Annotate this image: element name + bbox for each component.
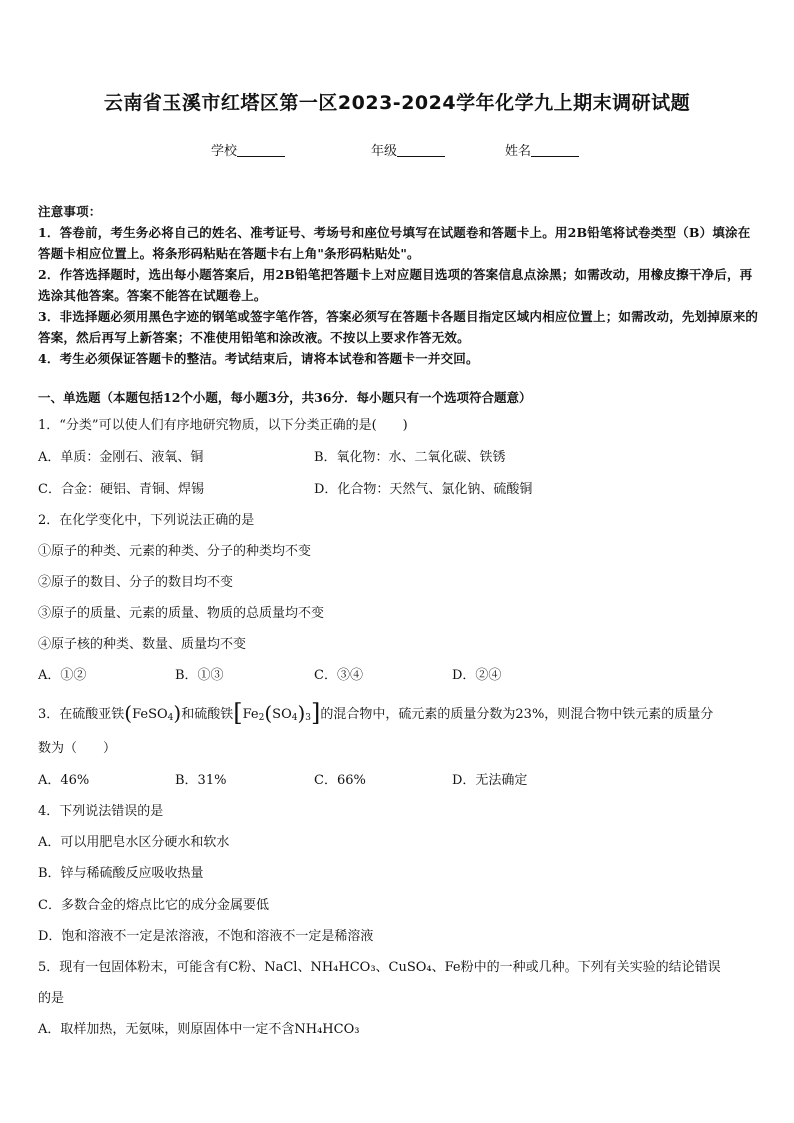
q2-statement-4: ④原子核的种类、数量、质量均不变 [38,637,247,652]
notice-item-2: 2．作答选择题时，选出每小题答案后，用2B铅笔把答题卡上对应题目选项的答案信息点涂黑；如需改动，用橡皮擦干净后，再选涂其他答案。答案不能答在试题卷上。 [38,267,753,303]
q3-option-a[interactable]: A．46% [38,773,90,788]
notice-item-4: 4．考生必须保证答题卡的整洁。考试结束后，请将本试卷和答题卡一并交回。 [38,351,479,366]
paren-right: ) [173,701,182,725]
q2-option-a[interactable]: A．①② [38,668,87,683]
q4-option-d[interactable]: D．饱和溶液不一定是浓溶液，不饱和溶液不一定是稀溶液 [38,929,374,944]
q2-stem: 2．在化学变化中，下列说法正确的是 [38,513,255,528]
q1-option-a[interactable]: A．单质：金刚石、液氧、铜 [38,450,204,465]
q3-stem-mid: 和硫酸铁 [181,707,234,722]
q5-stem-cont: 的是 [38,991,65,1006]
q3-stem [38,699,713,727]
grade-field[interactable] [371,140,445,159]
notice-heading: 注意事项： [38,204,102,219]
school-blank[interactable] [237,144,285,157]
school-field[interactable] [211,140,285,159]
bracket-right: ] [311,699,321,727]
formula-fe2so43: $Fe_2(SO_4)_3$ [242,701,312,725]
notice-item-1: 1．答卷前，考生务必将自己的姓名、准考证号、考场号和座位号填写在试题卷和答题卡上。用2B铅笔将试卷类型（B）填涂在答题卡相应位置上。将条形码粘贴在答题卡右上角"条形码粘贴处"。 [38,225,751,261]
q2-option-b[interactable]: B．①③ [175,668,224,683]
q2-statement-3: ③原子的质量、元素的质量、物质的总质量均不变 [38,606,325,621]
q2-statement-2: ②原子的数目、分子的数目均不变 [38,575,234,590]
q3-option-b[interactable]: B．31% [175,773,227,788]
q2-option-d[interactable]: D．②④ [452,668,502,683]
school-label: 学校 [211,144,238,159]
q1-stem: 1．“分类”可以使人们有序地研究物质，以下分类正确的是( ) [38,418,408,433]
q4-option-b[interactable]: B．锌与稀硫酸反应吸收热量 [38,866,204,881]
name-label: 姓名 [505,144,532,159]
q5-option-a[interactable]: A．取样加热，无氨味，则原固体中一定不含NH₄HCO₃ [38,1022,360,1037]
exam-title: 云南省玉溪市红塔区第一区2023-2024学年化学九上期末调研试题 [103,92,691,114]
q3-option-c[interactable]: C．66% [314,773,366,788]
formula-feso4: FeSO$_4$ [132,707,174,723]
q3-option-d[interactable]: D．无法确定 [452,773,528,788]
q3-stem-pre: 3．在硫酸亚铁 [38,707,125,722]
grade-label: 年级 [371,144,398,159]
q4-option-c[interactable]: C．多数合金的熔点比它的成分金属要低 [38,898,269,913]
q4-stem: 4．下列说法错误的是 [38,804,164,819]
section-heading: 一、单选题（本题包括12个小题，每小题3分，共36分．每小题只有一个选项符合题意） [38,390,532,405]
q2-statement-1: ①原子的种类、元素的种类、分子的种类均不变 [38,544,312,559]
q3-stem-post: 的混合物中，硫元素的质量分数为23%，则混合物中铁元素的质量分 [320,707,714,722]
q1-option-b[interactable]: B．氧化物：水、二氧化碳、铁锈 [314,450,506,465]
bracket-left: [ [233,699,243,727]
paren-left: ( [124,701,133,725]
q2-option-c[interactable]: C．③④ [314,668,363,683]
grade-blank[interactable] [397,144,445,157]
name-field[interactable] [505,140,579,159]
q1-option-c[interactable]: C．合金：硬铝、青铜、焊锡 [38,482,204,497]
q4-option-a[interactable]: A．可以用肥皂水区分硬水和软水 [38,835,230,850]
q1-option-d[interactable]: D．化合物：天然气、氯化钠、硫酸铜 [314,482,533,497]
name-blank[interactable] [531,144,579,157]
q3-stem-cont: 数为（ ） [38,741,117,756]
q5-stem: 5．现有一包固体粉末，可能含有C粉、NaCl、NH₄HCO₃、CuSO₄、Fe粉中的一种或几种。下列有关实验的结论错误 [38,960,721,975]
notice-item-3: 3．非选择题必须用黑色字迹的钢笔或签字笔作答，答案必须写在答题卡各题目指定区域内相应位置上；如需改动，先划掉原来的答案，然后再写上新答案；不准使用铅笔和涂改液。不按以上要求作答无效。 [38,309,759,345]
